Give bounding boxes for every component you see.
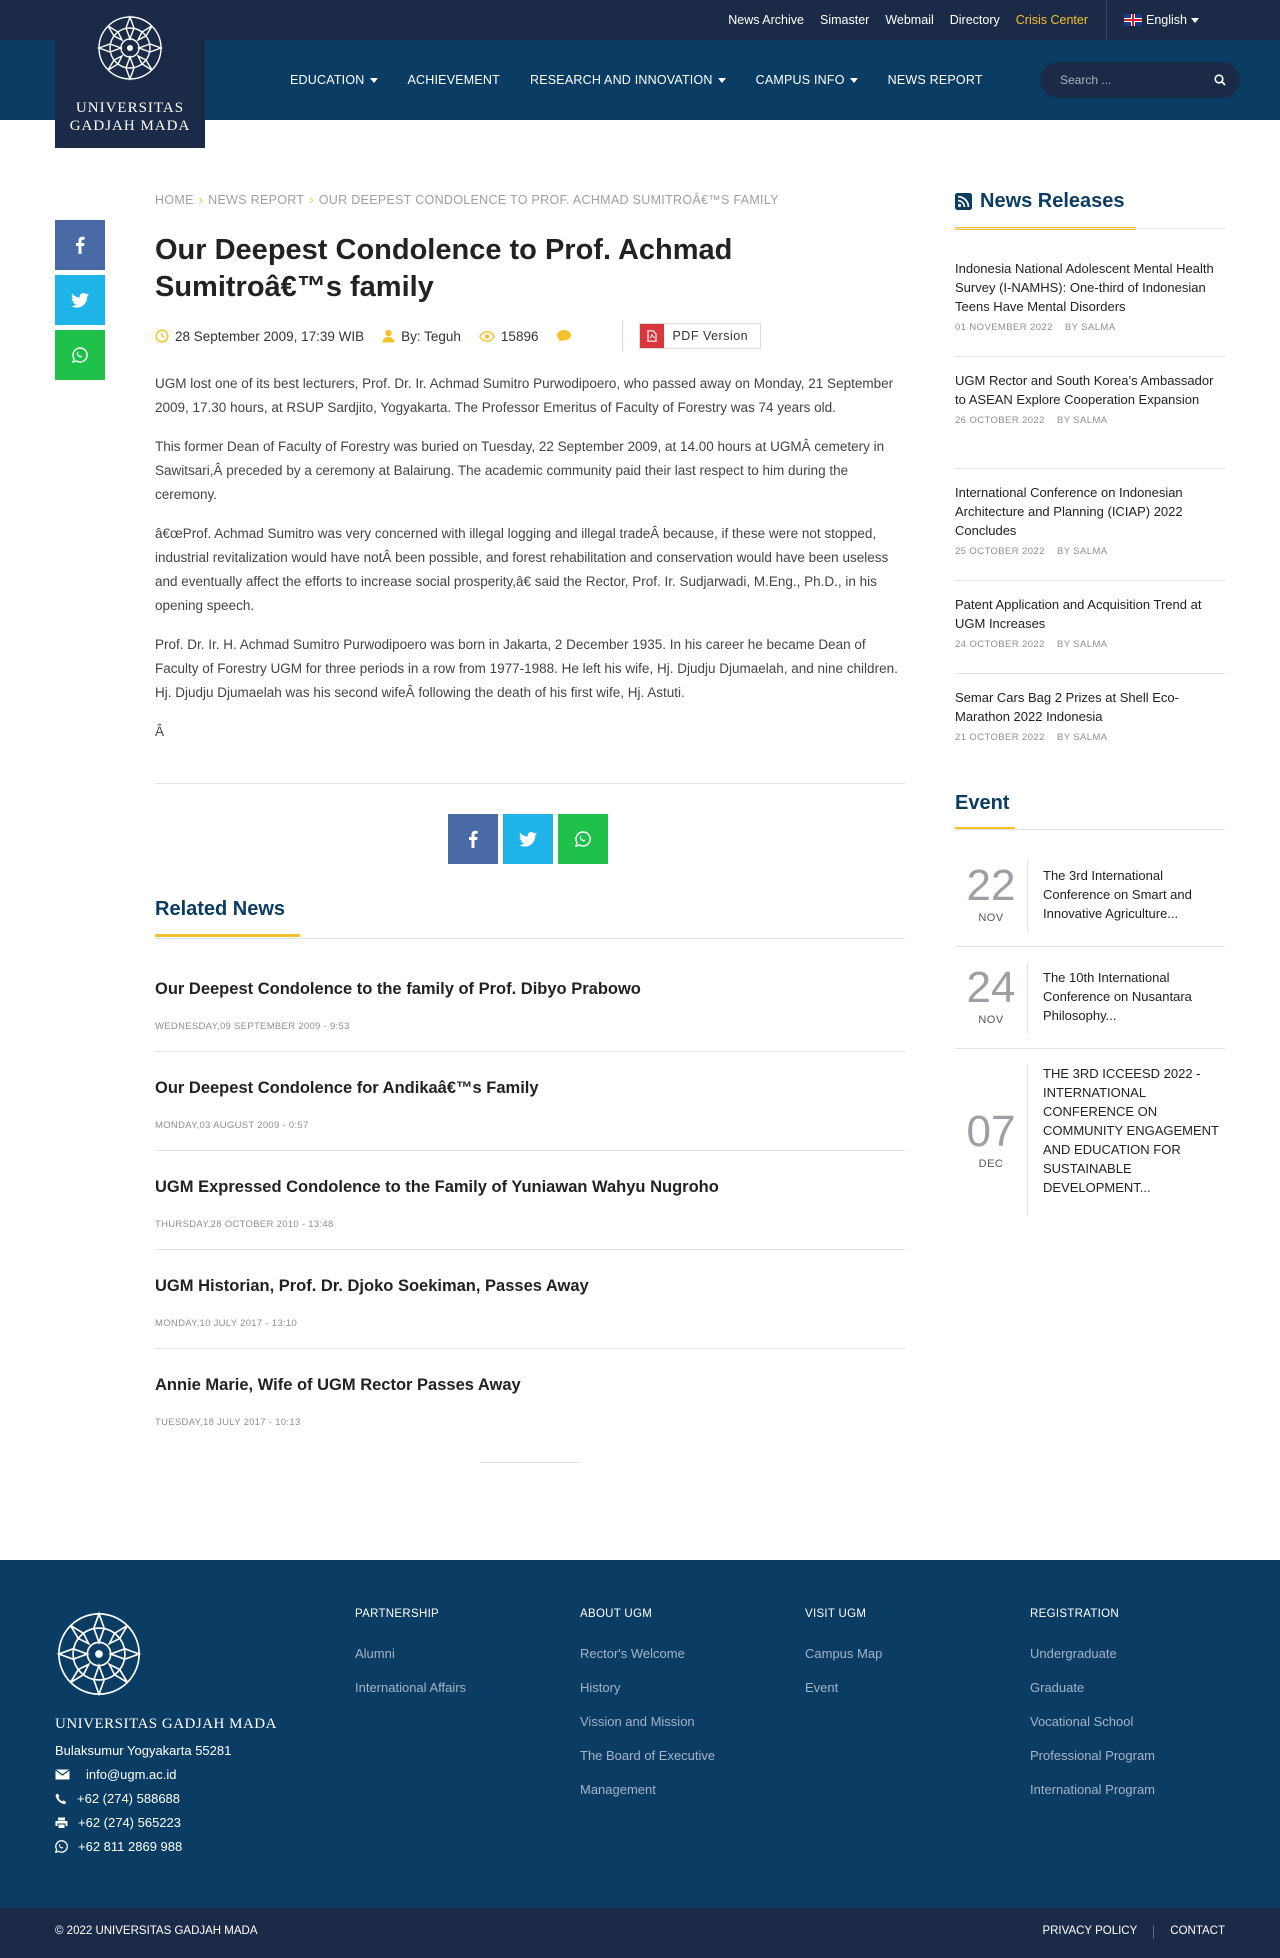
event-separator xyxy=(1027,860,1028,932)
event-item-divider xyxy=(955,1048,1225,1049)
chevron-right-icon: › xyxy=(309,193,314,207)
related-item-divider xyxy=(155,1150,905,1151)
printer-icon xyxy=(55,1817,68,1829)
article-paragraph: â€œProf. Achmad Sumitro was very concerned with illegal logging and illegal tradeÂ because, if these were not stopped, industrial revitalization would have notÂ been possible, and forest rehabilitation and conservation would have been useless and eventually affect the efforts to increase social prosperity,â€ said the Rector, Prof. Ir. Sudjarwadi, M.Eng., Ph.D., in his opening speech. xyxy=(155,526,889,613)
related-item-date: TUESDAY,18 JULY 2017 - 10:13 xyxy=(155,1417,301,1428)
event-divider xyxy=(955,829,1225,830)
related-item-title[interactable]: Annie Marie, Wife of UGM Rector Passes Away xyxy=(155,1376,521,1394)
event-month: DEC xyxy=(978,1158,1004,1170)
comment-icon xyxy=(556,329,572,343)
news-releases-heading xyxy=(955,190,1125,213)
event-month: NOV xyxy=(978,1014,1004,1026)
phone-icon xyxy=(55,1793,67,1805)
section-end-divider xyxy=(480,1462,580,1463)
facebook-icon xyxy=(468,830,478,848)
related-item-date: WEDNESDAY,09 SEPTEMBER 2009 - 9:53 xyxy=(155,1021,350,1032)
footer-link[interactable]: Alumni xyxy=(355,1646,395,1661)
top-links xyxy=(712,0,1088,40)
related-news-heading: Related News xyxy=(155,898,286,920)
footer-link[interactable]: Undergraduate xyxy=(1030,1646,1117,1661)
news-release-author: BY SALMA xyxy=(1056,546,1108,557)
footer-phone-text: +62 (274) 588688 xyxy=(77,1791,181,1806)
event-item[interactable] xyxy=(955,962,1225,1050)
related-item-divider xyxy=(155,1348,905,1349)
logo-line-1: UNIVERSITAS xyxy=(75,100,185,116)
breadcrumb-current: OUR DEEPEST CONDOLENCE TO PROF. ACHMAD SUMITROÂ€™S FAMILY xyxy=(318,193,779,207)
news-release-meta xyxy=(955,322,1225,333)
article-paragraph: This former Dean of Faculty of Forestry was buried on Tuesday, 22 September 2009, at 14.00 hours at UGMÂ cemetery in Sawitsari,Â preceded by a ceremony at Balairung. The academic community paid their last respect to him during the ceremony. xyxy=(155,439,885,502)
footer-whatsapp[interactable] xyxy=(55,1839,182,1854)
search-box[interactable] xyxy=(1040,62,1240,98)
footer-link[interactable]: Professional Program xyxy=(1030,1748,1155,1763)
article-author-text: By: Teguh xyxy=(401,328,461,344)
news-release-date: 26 OCTOBER 2022 xyxy=(955,415,1045,426)
footer-column-about xyxy=(580,1608,715,1816)
top-divider xyxy=(1106,0,1107,40)
event-item[interactable] xyxy=(955,1064,1225,1224)
ugm-logo[interactable] xyxy=(55,0,205,148)
news-release-title[interactable]: Indonesia National Adolescent Mental Health Survey (I-NAMHS): One-third of Indonesian Teens Have Mental Disorders xyxy=(955,261,1214,314)
footer-link[interactable]: Campus Map xyxy=(805,1646,883,1661)
footer-whatsapp-text[interactable]: +62 811 2869 988 xyxy=(78,1839,183,1854)
news-release-divider xyxy=(955,673,1225,674)
footer-fax xyxy=(55,1815,181,1830)
meta-divider xyxy=(622,320,623,352)
related-item-divider xyxy=(155,1051,905,1052)
related-item-date: MONDAY,10 JULY 2017 - 13:10 xyxy=(155,1318,298,1329)
breadcrumb-news-report[interactable]: NEWS REPORT xyxy=(208,193,305,207)
article-divider xyxy=(155,783,905,784)
related-item[interactable] xyxy=(155,1277,905,1329)
clock-icon xyxy=(155,329,169,343)
copyright: © 2022 UNIVERSITAS GADJAH MADA xyxy=(55,1925,258,1937)
rss-icon xyxy=(955,193,972,210)
nav-campus-label: CAMPUS INFO xyxy=(755,73,845,87)
footer-university-name: UNIVERSITAS GADJAH MADA xyxy=(55,1716,277,1732)
related-item[interactable] xyxy=(155,1376,905,1428)
share-twitter-side[interactable] xyxy=(55,275,105,325)
footer-column-registration xyxy=(1030,1608,1155,1816)
news-release-date: 25 OCTOBER 2022 xyxy=(955,546,1045,557)
news-release-date: 01 NOVEMBER 2022 xyxy=(955,322,1053,333)
search-input[interactable]: Search ... xyxy=(1060,73,1112,87)
related-item-title[interactable]: Our Deepest Condolence to the family of Prof. Dibyo Prabowo xyxy=(155,980,641,998)
news-release-author: BY SALMA xyxy=(1056,732,1108,743)
news-release-meta xyxy=(955,732,1225,743)
news-release-author: BY SALMA xyxy=(1056,415,1108,426)
news-release-divider xyxy=(955,580,1225,581)
event-title[interactable]: The 3rd International Conference on Smart and Innovative Agriculture... xyxy=(1043,868,1192,921)
chevron-down-icon xyxy=(718,78,726,83)
footer-link[interactable]: International Affairs xyxy=(355,1680,467,1695)
nav-menu xyxy=(290,40,1013,120)
related-item-title[interactable]: UGM Historian, Prof. Dr. Djoko Soekiman, Passes Away xyxy=(155,1277,589,1295)
breadcrumb-home[interactable]: HOME xyxy=(155,193,194,207)
logo-line-2: GADJAH MADA xyxy=(69,118,191,134)
nav-campus-info[interactable] xyxy=(756,73,858,87)
footer-column-heading: ABOUT UGM xyxy=(580,1608,653,1620)
event-title[interactable]: The 10th International Conference on Nusantara Philosophy... xyxy=(1043,970,1192,1023)
language-selector[interactable] xyxy=(1124,0,1199,40)
eye-icon xyxy=(479,331,495,342)
footer-address: Bulaksumur Yogyakarta 55281 xyxy=(55,1743,232,1758)
contact-link[interactable]: CONTACT xyxy=(1170,1925,1225,1937)
related-item-title[interactable]: UGM Expressed Condolence to the Family of Yuniawan Wahyu Nugroho xyxy=(155,1178,719,1196)
nav-research-innovation[interactable] xyxy=(530,73,726,87)
news-release-meta xyxy=(955,546,1225,557)
nav-news-report[interactable]: NEWS REPORT xyxy=(887,73,983,87)
related-item[interactable] xyxy=(155,1079,905,1131)
event-item[interactable] xyxy=(955,860,1225,948)
nav-education[interactable] xyxy=(290,73,378,87)
privacy-policy-link[interactable]: PRIVACY POLICY xyxy=(1042,1925,1138,1937)
whatsapp-icon xyxy=(55,1840,68,1853)
share-twitter-bottom[interactable] xyxy=(503,814,553,864)
event-item-divider xyxy=(955,946,1225,947)
pdf-version-label: PDF Version xyxy=(672,329,749,343)
footer-link[interactable]: Graduate xyxy=(1030,1680,1085,1695)
related-item-date: MONDAY,03 AUGUST 2009 - 0:57 xyxy=(155,1120,309,1131)
chevron-down-icon xyxy=(1191,18,1199,23)
event-separator xyxy=(1027,1064,1028,1216)
footer-link[interactable]: International Program xyxy=(1030,1782,1156,1797)
search-icon[interactable] xyxy=(1214,74,1226,86)
bottom-links xyxy=(1042,1925,1225,1939)
article-title: Our Deepest Condolence to Prof. Achmad Sumitroâ€™s family xyxy=(155,234,733,303)
related-news-underline xyxy=(155,934,300,937)
footer-phone xyxy=(55,1791,180,1806)
article-meta xyxy=(155,320,761,352)
news-releases-label: News Releases xyxy=(980,190,1125,212)
event-separator xyxy=(1027,962,1028,1034)
article-body xyxy=(155,372,905,759)
related-item-date: THURSDAY,28 OCTOBER 2010 - 13:48 xyxy=(155,1219,334,1230)
news-release-author: BY SALMA xyxy=(1064,322,1116,333)
footer-link[interactable]: Event xyxy=(805,1680,839,1695)
related-item[interactable] xyxy=(155,1178,905,1230)
news-release-date: 24 OCTOBER 2022 xyxy=(955,639,1045,650)
news-release-divider xyxy=(955,468,1225,469)
user-icon xyxy=(382,329,395,343)
twitter-icon xyxy=(519,832,537,847)
related-item[interactable] xyxy=(155,980,905,1032)
article-paragraph: Â xyxy=(155,724,165,739)
share-whatsapp-bottom[interactable] xyxy=(558,814,608,864)
twitter-icon xyxy=(71,293,89,308)
article-paragraph: Prof. Dr. Ir. H. Achmad Sumitro Purwodipoero was born in Jakarta, 2 December 1935. In his career he became Dean of Faculty of Forestry UGM for three periods in a row from 1977-1988. He left his wife, Hj. Djudju Djumaelah, and nine children. Hj. Djudju Djumaelah was his second wifeÂ following the death of his first wife, Hj. Astuti. xyxy=(155,637,898,700)
footer-link[interactable]: Vocational School xyxy=(1030,1714,1134,1729)
nav-research-label: RESEARCH AND INNOVATION xyxy=(530,73,713,87)
ugm-emblem-icon xyxy=(55,1610,143,1698)
event-date xyxy=(955,1107,1027,1170)
news-release-date: 21 OCTOBER 2022 xyxy=(955,732,1045,743)
news-release-meta xyxy=(955,639,1225,650)
news-release-item[interactable] xyxy=(955,259,1225,333)
footer-link[interactable]: Rector's Welcome xyxy=(580,1646,685,1661)
share-facebook-side[interactable] xyxy=(55,220,105,270)
ugm-emblem-icon xyxy=(96,14,164,82)
footer-column-visit xyxy=(805,1608,882,1714)
news-release-meta xyxy=(955,415,1225,426)
event-day: 24 xyxy=(966,963,1016,1012)
footer-column-partnership xyxy=(355,1608,466,1714)
envelope-icon xyxy=(55,1769,70,1780)
footer-link[interactable]: History xyxy=(580,1680,621,1695)
article-date-text: 28 September 2009, 17:39 WIB xyxy=(175,328,365,344)
footer-email[interactable] xyxy=(55,1767,177,1782)
top-link-news-archive[interactable]: News Archive xyxy=(728,13,804,27)
event-heading: Event xyxy=(955,792,1010,814)
event-date xyxy=(955,861,1027,924)
bottom-link-divider xyxy=(1153,1925,1154,1939)
chevron-right-icon: › xyxy=(198,193,204,207)
news-release-title[interactable]: International Conference on Indonesian Architecture and Planning (ICIAP) 2022 Concludes xyxy=(955,485,1183,538)
nav-education-label: EDUCATION xyxy=(290,73,365,87)
news-releases-divider xyxy=(955,228,1225,229)
related-item-divider xyxy=(155,1249,905,1250)
news-release-author: BY SALMA xyxy=(1056,639,1108,650)
breadcrumb xyxy=(155,193,779,207)
share-whatsapp-side[interactable] xyxy=(55,330,105,380)
news-release-divider xyxy=(955,356,1225,357)
related-item-title[interactable]: Our Deepest Condolence for Andikaâ€™s Family xyxy=(155,1079,539,1097)
news-release-item[interactable] xyxy=(955,595,1225,650)
language-label: English xyxy=(1146,13,1187,27)
whatsapp-icon xyxy=(72,347,88,363)
event-date xyxy=(955,963,1027,1026)
event-month: NOV xyxy=(978,912,1004,924)
uk-flag-icon xyxy=(1124,14,1142,26)
news-release-item[interactable] xyxy=(955,483,1225,557)
footer-email-text[interactable]: info@ugm.ac.id xyxy=(86,1767,177,1782)
chevron-down-icon xyxy=(850,78,858,83)
news-release-title[interactable]: UGM Rector and South Korea’s Ambassador to ASEAN Explore Cooperation Expansion xyxy=(955,373,1214,407)
article-views-count: 15896 xyxy=(500,328,539,344)
footer-column-heading: REGISTRATION xyxy=(1030,1608,1120,1620)
article-date xyxy=(155,329,364,344)
news-release-title[interactable]: Patent Application and Acquisition Trend at UGM Increases xyxy=(955,597,1202,631)
event-title[interactable]: THE 3RD ICCEESD 2022 - INTERNATIONAL CONFERENCE ON COMMUNITY ENGAGEMENT AND EDUCATION FOR SUSTAINABLE DEVELOPMENT... xyxy=(1043,1066,1219,1195)
article-views xyxy=(479,329,539,344)
news-release-item[interactable] xyxy=(955,688,1225,743)
footer-link[interactable]: The Board of Executive xyxy=(580,1748,716,1763)
footer-link[interactable]: Management xyxy=(580,1782,656,1797)
footer-fax-text: +62 (274) 565223 xyxy=(78,1815,182,1830)
footer-link[interactable]: Vission and Mission xyxy=(580,1714,695,1729)
facebook-icon xyxy=(75,236,85,254)
news-release-item[interactable] xyxy=(955,371,1225,426)
related-divider xyxy=(155,938,905,939)
event-day: 22 xyxy=(966,861,1016,910)
footer-column-heading: PARTNERSHIP xyxy=(355,1608,440,1620)
article-author xyxy=(382,329,461,344)
news-release-title[interactable]: Semar Cars Bag 2 Prizes at Shell Eco-Marathon 2022 Indonesia xyxy=(955,690,1179,724)
pdf-file-icon xyxy=(640,324,664,348)
whatsapp-icon xyxy=(575,831,591,847)
share-facebook-bottom[interactable] xyxy=(448,814,498,864)
chevron-down-icon xyxy=(370,78,378,83)
top-link-simaster[interactable]: Simaster xyxy=(820,13,870,27)
article-comments[interactable] xyxy=(556,329,578,343)
top-link-webmail[interactable]: Webmail xyxy=(885,13,934,27)
nav-achievement[interactable]: ACHIEVEMENT xyxy=(407,73,500,87)
top-link-directory[interactable]: Directory xyxy=(949,13,1000,27)
pdf-version-button[interactable] xyxy=(639,323,761,349)
footer-column-heading: VISIT UGM xyxy=(805,1608,867,1620)
event-day: 07 xyxy=(966,1107,1016,1156)
top-link-crisis-center[interactable]: Crisis Center xyxy=(1015,13,1088,27)
article-paragraph: UGM lost one of its best lecturers, Prof. Dr. Ir. Achmad Sumitro Purwodipoero, who passed away on Monday, 21 September 2009, 17.30 hours, at RSUP Sardjito, Yogyakarta. The Professor Emeritus of Faculty of Forestry was 74 years old. xyxy=(155,376,894,415)
